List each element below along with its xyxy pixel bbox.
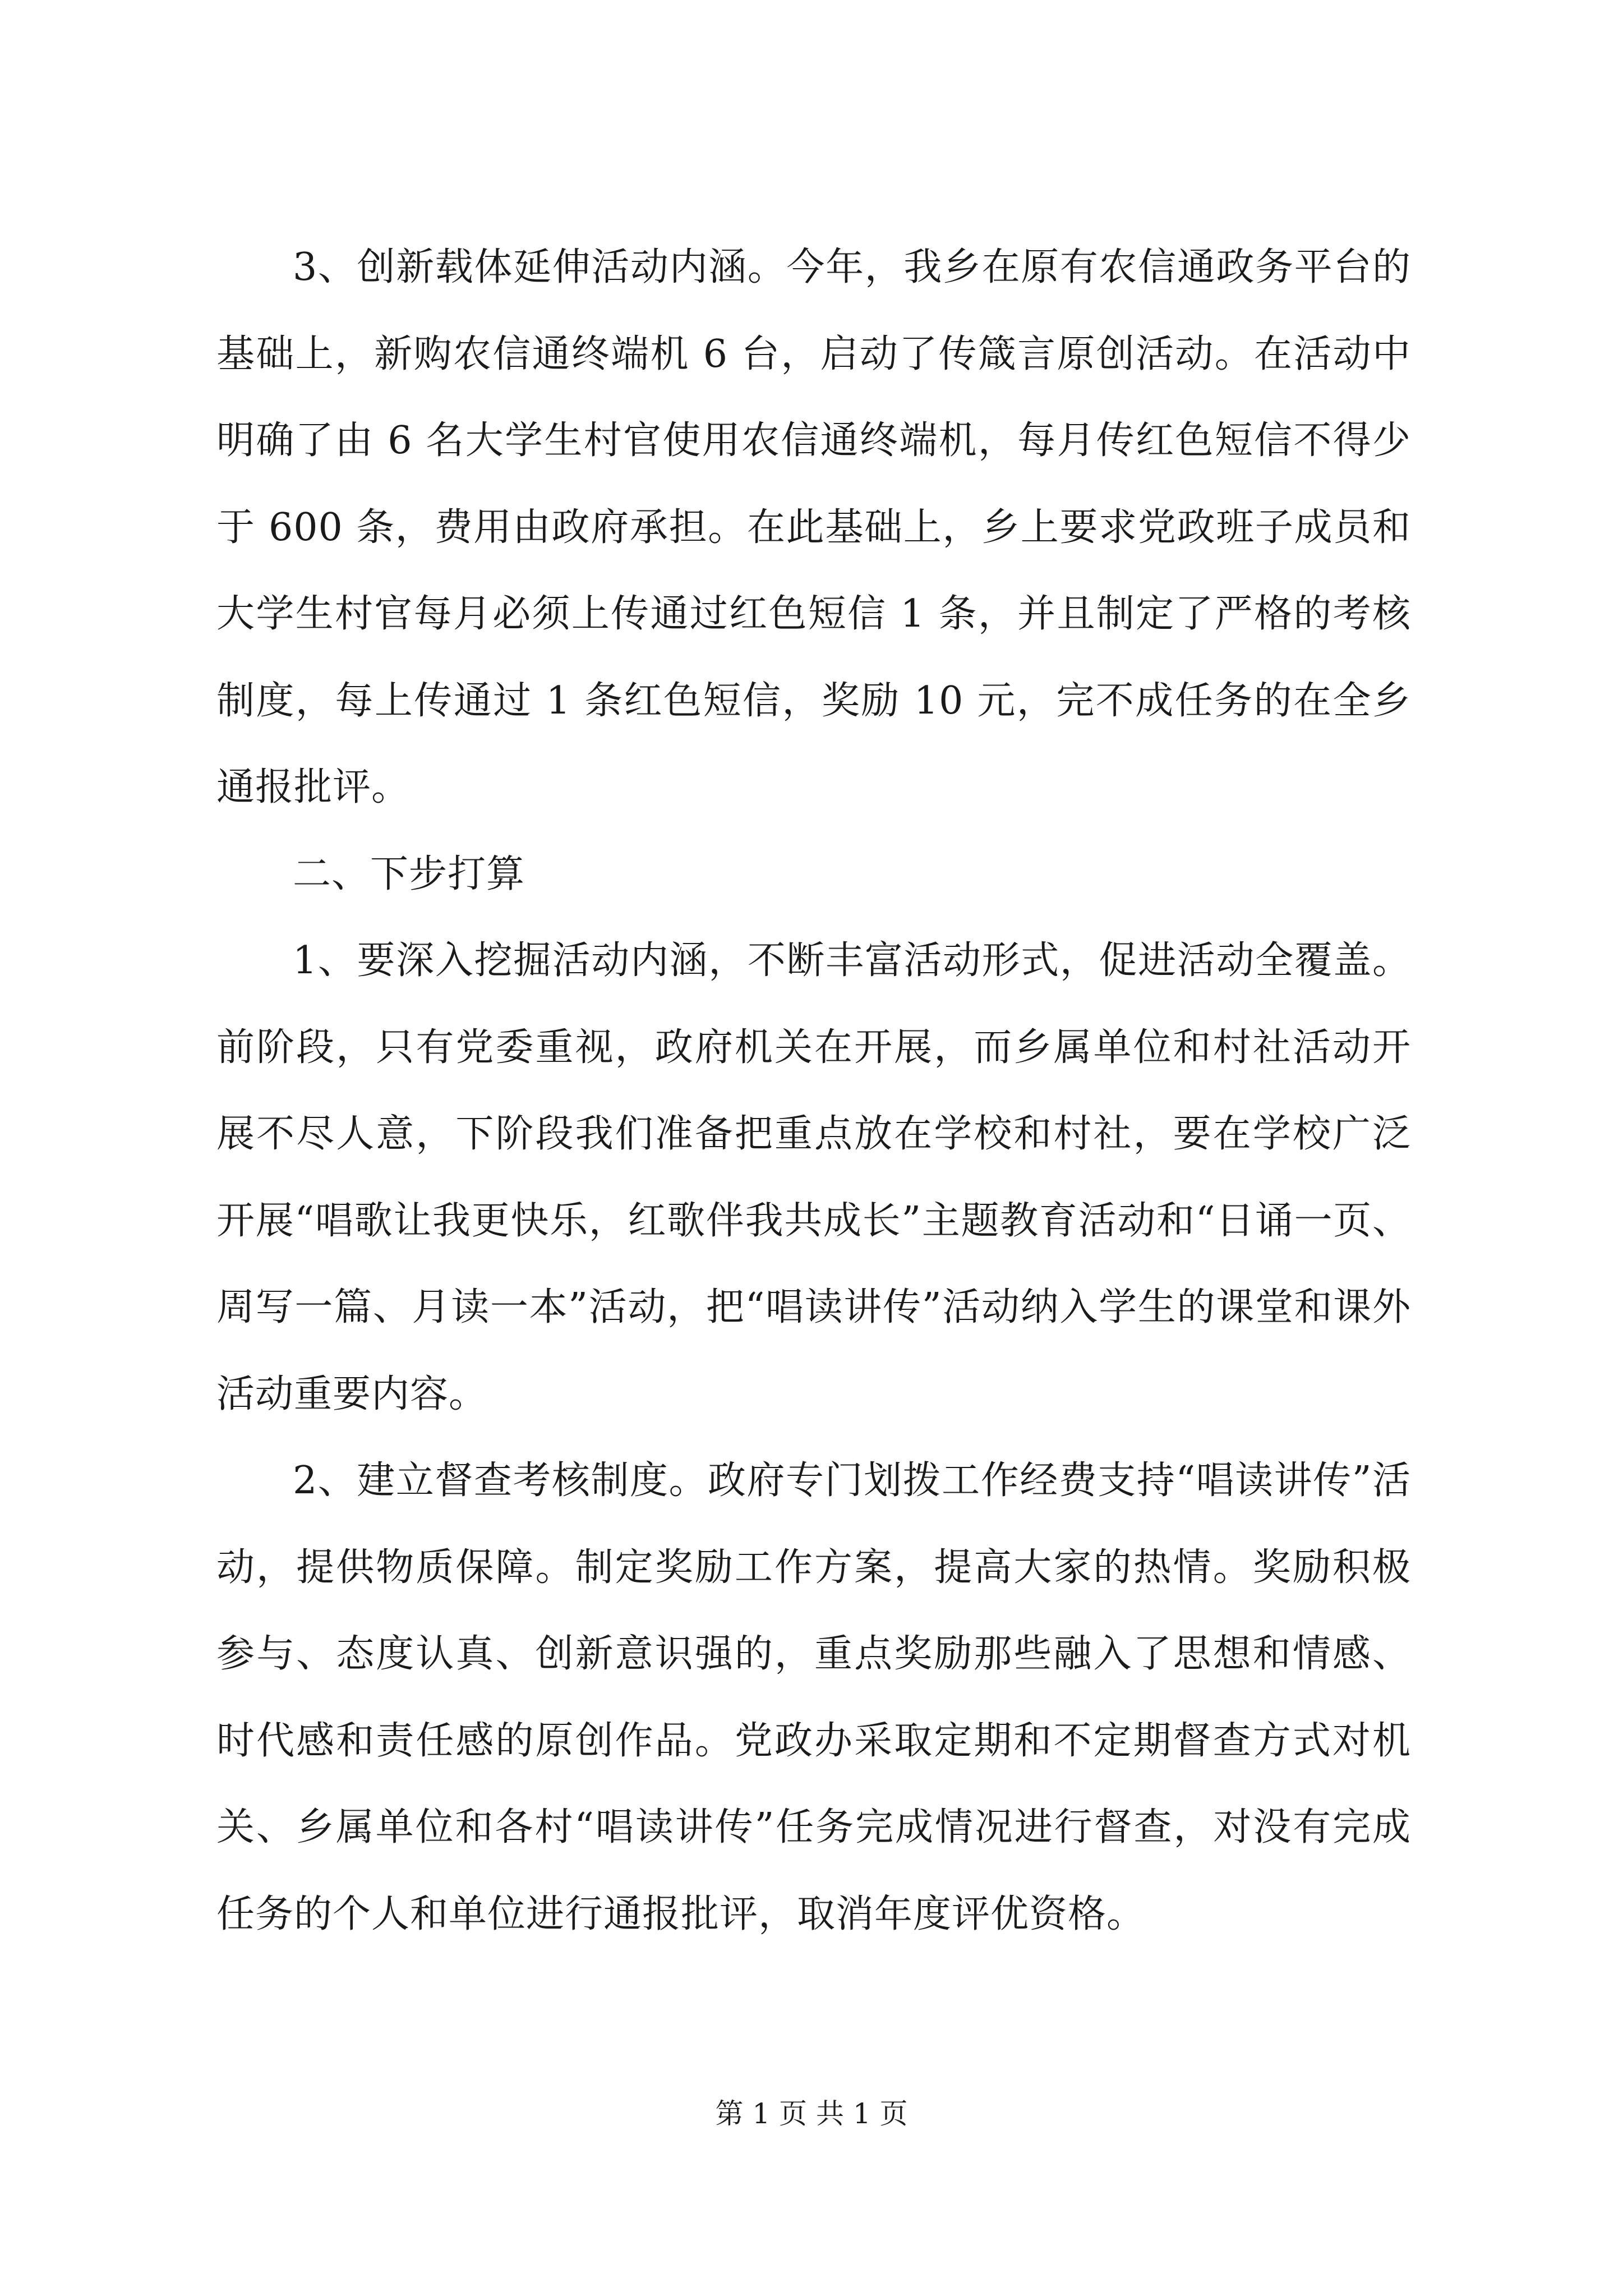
paragraph-innovation: 3、创新载体延伸活动内涵。今年，我乡在原有农信通政务平台的基础上，新购农信通终端机 6 台，启动了传箴言原创活动。在活动中明确了由 6 名大学生村官使用农信通终端机，每月传红色短信不得少于 600 条，费用由政府承担。在此基础上，乡上要求党政班子成员和大学生村官每月必须上传通过红色短信 1 条，并且制定了严格的考核制度，每上传通过 1 条红色短信，奖励 10 元，完不成任务的在全乡通报批评。 [216, 245, 1411, 809]
section-heading-next-steps: 二、下步打算 [293, 852, 525, 896]
paragraph-deepen-activities: 1、要深入挖掘活动内涵，不断丰富活动形式，促进活动全覆盖。前阶段，只有党委重视，政府机关在开展，而乡属单位和村社活动开展不尽人意，下阶段我们准备把重点放在学校和村社，要在学校广泛开展“唱歌让我更快乐，红歌伴我共成长”主题教育活动和“日诵一页、周写一篇、月读一本”活动，把“唱读讲传”活动纳入学生的课堂和课外活动重要内容。 [216, 938, 1411, 1416]
paragraph-supervision-system: 2、建立督查考核制度。政府专门划拨工作经费支持“唱读讲传”活动，提供物质保障。制定奖励工作方案，提高大家的热情。奖励积极参与、态度认真、创新意识强的，重点奖励那些融入了思想和情感、时代感和责任感的原创作品。党政办采取定期和不定期督查方式对机关、乡属单位和各村“唱读讲传”任务完成情况进行督查，对没有完成任务的个人和单位进行通报批评，取消年度评优资格。 [216, 1458, 1411, 1936]
page-footer: 第 1 页 共 1 页 [715, 2097, 908, 2130]
document-body [216, 224, 1411, 1958]
